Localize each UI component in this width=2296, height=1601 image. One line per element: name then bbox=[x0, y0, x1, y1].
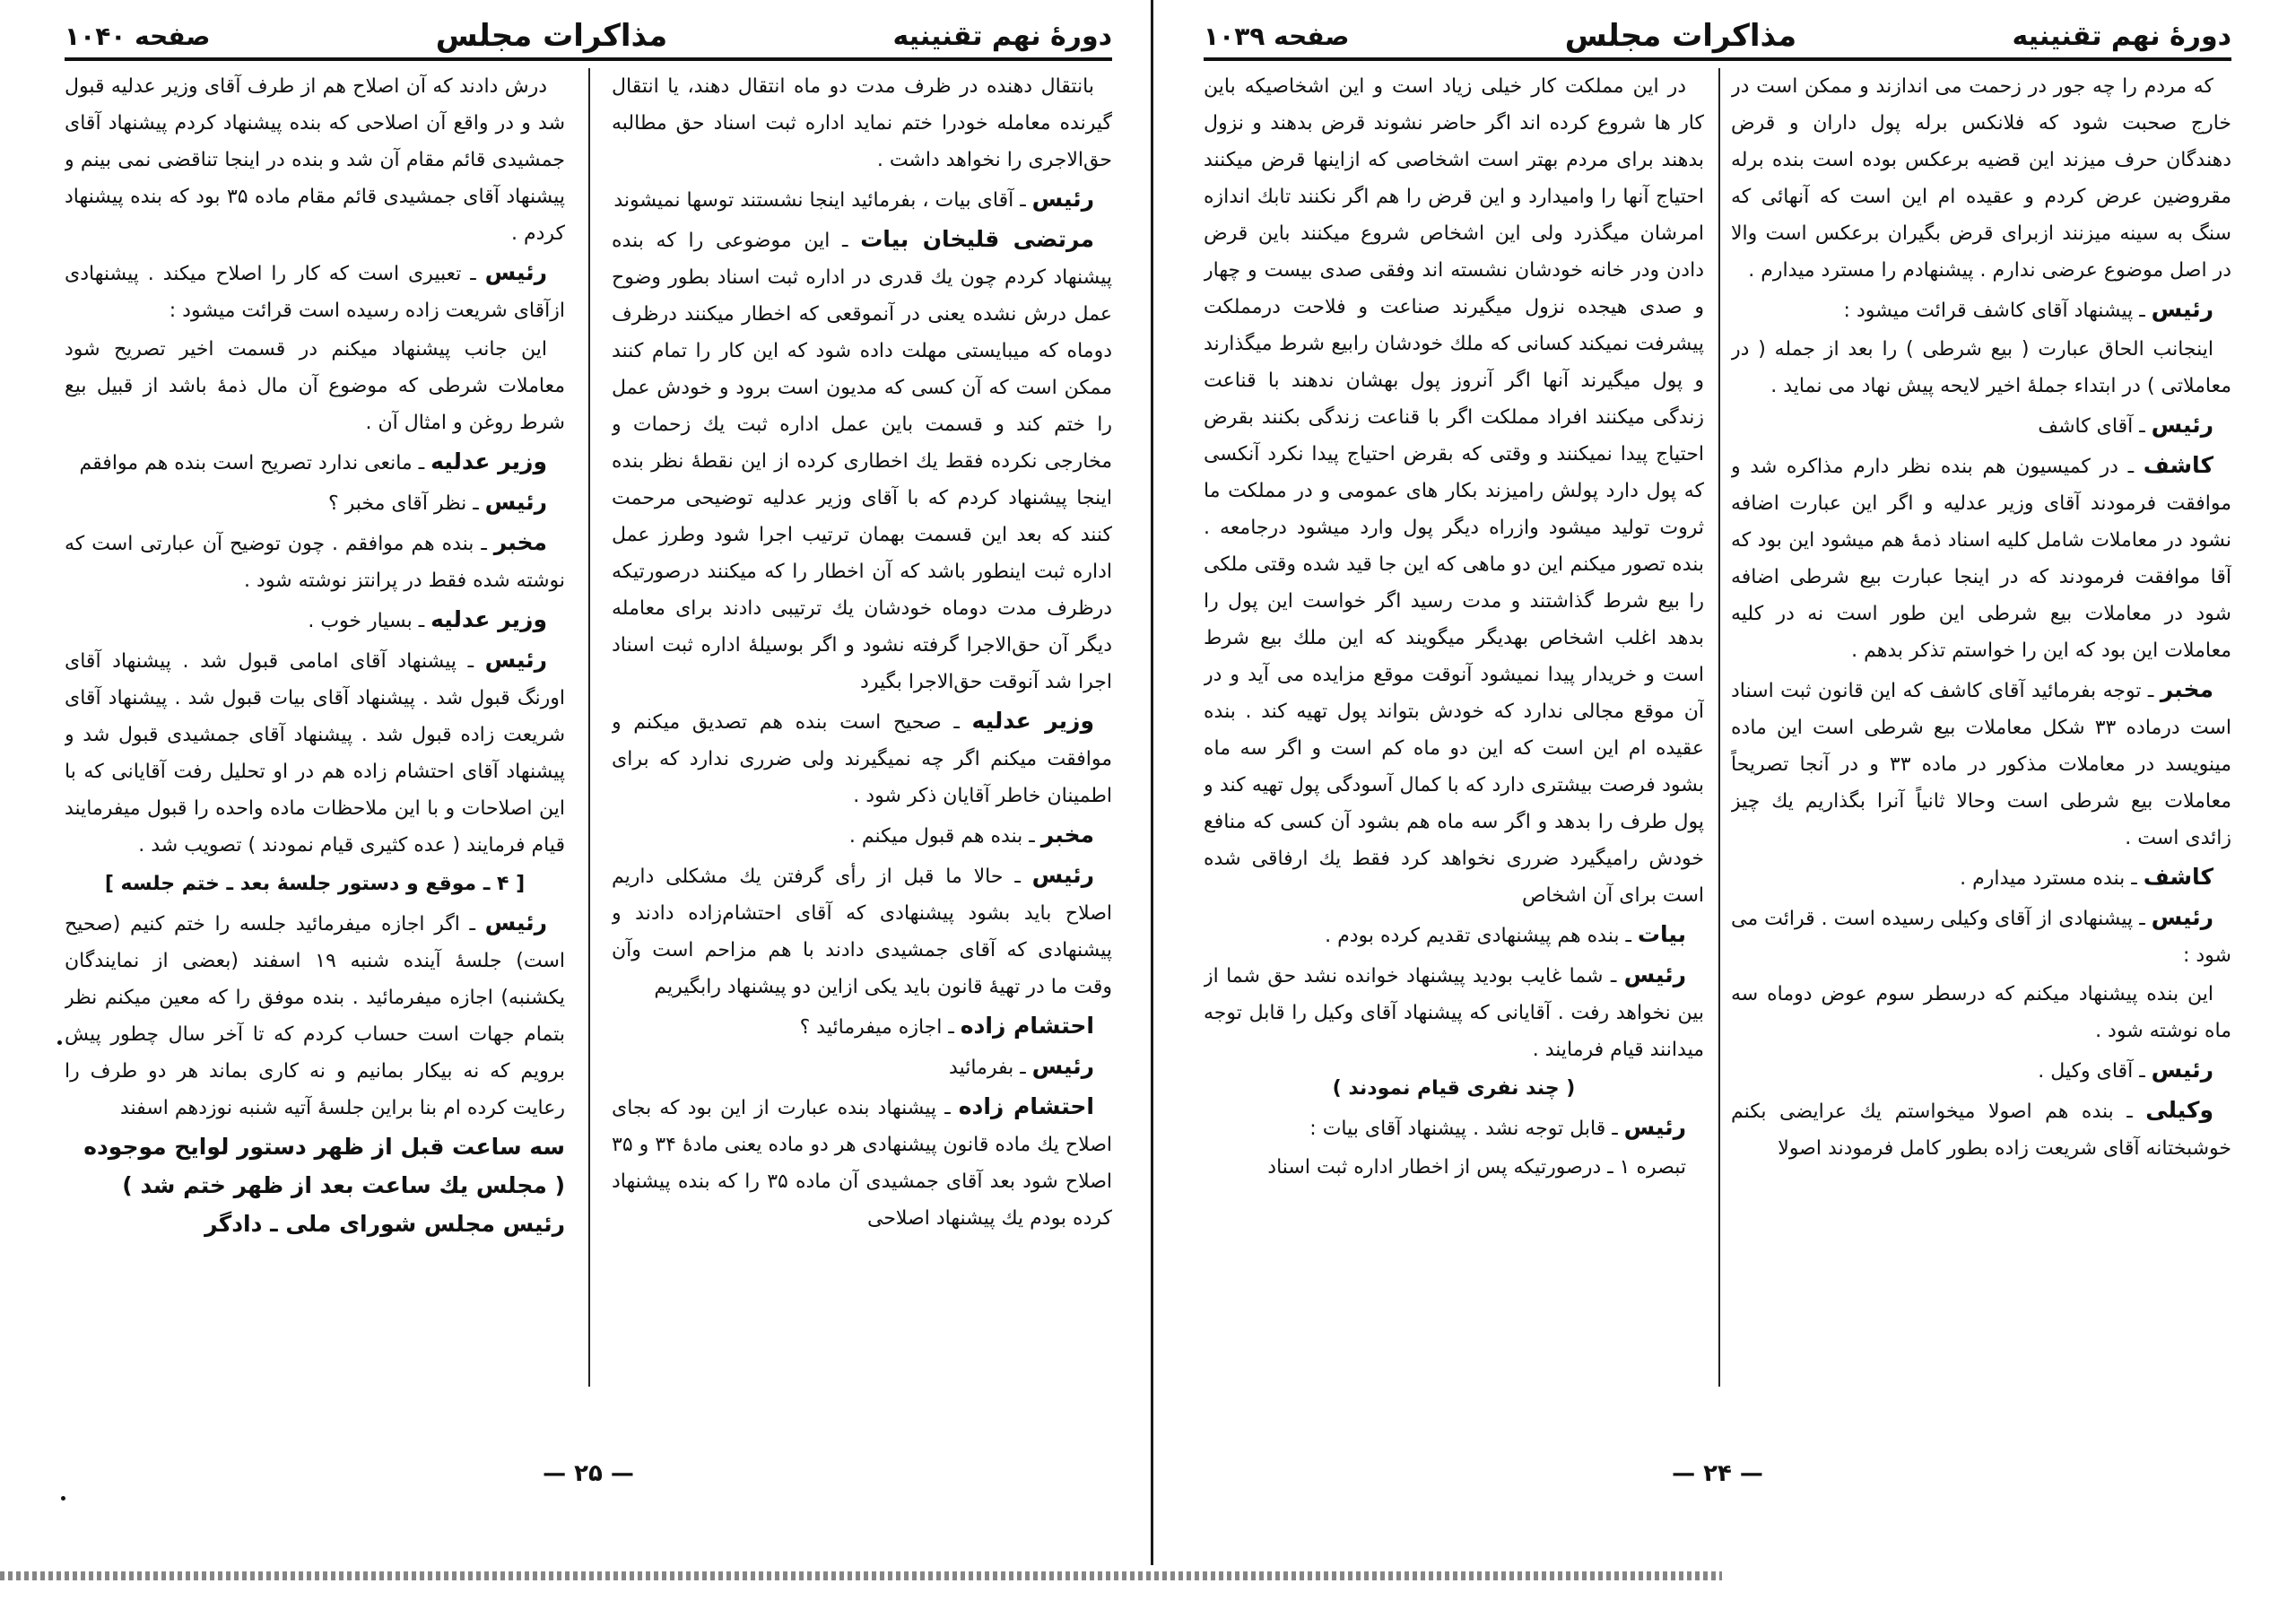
page-title: مذاکرات مجلس bbox=[1564, 18, 1797, 54]
paragraph bbox=[1731, 671, 2231, 857]
paragraph bbox=[65, 904, 565, 1127]
speaker-name: رئیس bbox=[1623, 961, 1686, 988]
paragraph bbox=[1731, 291, 2231, 329]
period-label: دورهٔ نهم تقنینیه bbox=[2012, 20, 2231, 52]
paragraph-text: ـ شما غایب بودید پیشنهاد خوانده نشد حق شما از بین نخواهد رفت . آقایانی که پیشنهاد آقای وکیل را قابل توجه میدانند قیام فرمایند . bbox=[1204, 965, 1704, 1061]
text-column-right bbox=[1731, 68, 2231, 1485]
paragraph-text: ـ پیشنهاد بنده عبارت از این بود که بجای اصلاح یك ماده قانون پیشنهادی هر دو ماده یعنی مادهٔ ۳۴ و ۳۵ اصلاح شود بعد آقای جمشیدی آن ماده ۳۵ را که بنده پیشنهاد کرده بودم یك پیشنهاد اصلاحی bbox=[612, 1097, 1112, 1230]
paragraph-text: ـ آقای کاشف bbox=[2038, 415, 2145, 438]
paragraph-text: ـ بنده هم پیشنهادی تقدیم کرده بودم . bbox=[1325, 925, 1631, 947]
speaker-name: وزیر عدلیه bbox=[971, 708, 1094, 734]
paragraph bbox=[1204, 916, 1704, 954]
paragraph-text: ـ اگر اجازه میفرمائید جلسه را ختم کنیم (صحیح است) جلسهٔ آینده شنبه ۱۹ اسفند (بعضی از نمایندگان یکشنبه) اجازه میفرمائید . بنده موفق را که معین میکنم نظر بتمام جهات است حساب کردم که تا آخر سال چطور پیش برویم که نه بیکار بمانیم و نه کاری بماند هر دو طرف را رعایت کرده ام بنا براین جلسهٔ آتیه شنبه نوزدهم اسفند bbox=[65, 913, 565, 1119]
paragraph bbox=[612, 702, 1112, 814]
speaker-name: احتشام زاده bbox=[960, 1013, 1094, 1039]
speaker-name: احتشام زاده bbox=[958, 1093, 1095, 1119]
paragraph-text: ـ قابل توجه نشد . پیشنهاد آقای بیات : bbox=[1309, 1118, 1618, 1140]
paragraph bbox=[1204, 1109, 1704, 1147]
speaker-name: کاشف bbox=[2143, 452, 2213, 478]
paragraph bbox=[1731, 447, 2231, 669]
paragraph-text: سه ساعت قبل از ظهر دستور لوایح موجوده bbox=[83, 1134, 565, 1160]
paragraph-text: [ ۴ ـ موقع و دستور جلسهٔ بعد ـ ختم جلسه ] bbox=[104, 873, 526, 895]
paragraph-text: ـ توجه بفرمائید آقای کاشف که این قانون ثبت اسناد است درماده ۳۳ شکل معاملات بیع شرطی است این ماده مینویسد در معاملات مذکور در ماده ۳۳ و در آنجا تصریحاً معاملات بیع شرطی است وحالا ثانیاً آنرا بگذاریم یك چیز زائدی است . bbox=[1731, 680, 2231, 849]
speaker-name: رئیس bbox=[1031, 186, 1094, 212]
paragraph-text: ـ آقای وکیل . bbox=[2038, 1060, 2145, 1083]
paragraph bbox=[65, 331, 565, 441]
paragraph bbox=[1731, 406, 2231, 445]
speaker-name: رئیس bbox=[484, 259, 547, 285]
speaker-name: رئیس bbox=[484, 489, 547, 515]
speaker-name: رئیس bbox=[1031, 1053, 1094, 1079]
speaker-name: رئیس bbox=[484, 647, 547, 673]
paragraph bbox=[612, 1007, 1112, 1046]
speaker-name: رئیس bbox=[2151, 1057, 2213, 1083]
text-column-right bbox=[612, 68, 1112, 1485]
paragraph-text: ـ صحیح است بنده هم تصدیق میکنم و موافقت میکنم اگر چه نمیگیرند ولی ضرری ندارد که برای اطمینان خاطر آقایان ذکر شود . bbox=[612, 711, 1112, 807]
paragraph bbox=[1204, 68, 1704, 914]
paragraph bbox=[612, 1088, 1112, 1237]
speaker-name: بیات bbox=[1637, 921, 1686, 947]
paragraph bbox=[65, 601, 565, 640]
period-label: دورهٔ نهم تقنینیه bbox=[892, 20, 1112, 52]
page-label: صفحه ۱۰۴۰ bbox=[65, 21, 211, 51]
paragraph bbox=[1731, 68, 2231, 289]
paragraph-text: رئیس مجلس شورای ملی ـ دادگر bbox=[204, 1211, 565, 1237]
scan-speck bbox=[57, 1040, 62, 1045]
speaker-name: کاشف bbox=[2143, 864, 2213, 890]
paragraph-text: ( چند نفری قیام نمودند ) bbox=[1332, 1077, 1576, 1100]
paragraph bbox=[612, 221, 1112, 700]
paragraph bbox=[65, 68, 565, 252]
scan-speck bbox=[61, 1496, 65, 1501]
paragraph-text: که مردم را چه جور در زحمت می اندازند و ممکن است در خارج صحبت شود که فلانکس برله پول داران و قرض دهندگان حرف میزند این قضیه برعکس بوده است بنده برله مقروضین عرض کردم و عقیده ام این است که آنهائی که سنگ به سینه میزنند ازبرای قرض بگیران برعکس است والا در اصل موضوع عرضی ندارم . پیشنهادم را مسترد میدارم . bbox=[1731, 75, 2231, 282]
paragraph bbox=[1204, 1070, 1704, 1107]
paragraph bbox=[1204, 956, 1704, 1068]
right-page bbox=[1175, 0, 2260, 1525]
paragraph-text: ـ بنده مسترد میدارم . bbox=[1960, 867, 2137, 890]
paragraph-text: ـ در کمیسیون هم بنده نظر دارم مذاکره شد و موافقت فرمودند آقای وزیر عدلیه و اگر این عبارت اضافه نشود در معاملات شامل کلیه اسناد ذمهٔ هم میشود این بود که آقا موافقت فرمودند که در اینجا عبارت بیع شرطی اضافه شود در معاملات بیع شرطی این طور است نه در کلیه معاملات این بود که این را خواستم تذکر بدهم . bbox=[1731, 456, 2231, 662]
paragraph bbox=[65, 524, 565, 599]
page-title: مذاکرات مجلس bbox=[435, 18, 668, 54]
paragraph bbox=[1204, 1149, 1704, 1186]
page-label: صفحه ۱۰۳۹ bbox=[1204, 21, 1350, 51]
page-number: — ۲۴ — bbox=[1672, 1460, 1763, 1487]
column-divider bbox=[1718, 68, 1720, 1387]
paragraph bbox=[1731, 1051, 2231, 1090]
paragraph-text: ـ نظر آقای مخبر ؟ bbox=[327, 492, 479, 515]
paragraph bbox=[1731, 1092, 2231, 1167]
paragraph bbox=[612, 1048, 1112, 1086]
paragraph bbox=[65, 1128, 565, 1165]
paragraph-text: اینجانب الحاق عبارت ( بیع شرطی ) را بعد از جمله ( در معاملاتی ) در ابتداء جملهٔ اخیر لایحه پیش نهاد می نماید . bbox=[1731, 338, 2231, 397]
paragraph bbox=[65, 1205, 565, 1242]
paragraph-text: ـ بنده هم قبول میکنم . bbox=[848, 825, 1035, 848]
page-header bbox=[1204, 20, 2231, 52]
speaker-name: رئیس bbox=[2151, 904, 2213, 930]
speaker-name: وزیر عدلیه bbox=[430, 606, 547, 632]
paragraph bbox=[1731, 331, 2231, 405]
speaker-name: رئیس bbox=[484, 909, 547, 935]
paragraph bbox=[1731, 858, 2231, 897]
speaker-name: وکیلی bbox=[2145, 1097, 2213, 1123]
paragraph-text: ـ این موضوعی را که بنده پیشنهاد کردم چون یك قدری در اداره ثبت اسناد بطور وضوح عمل درش نشده یعنی در آنموقعی که اخطار میکنند درظرف دوماه که میبایستی مهلت داده شود که این کار را تمام کنند ممکن است که آن کسی که مدیون است برود و خودش عمل را ختم کند و قسمت باین عمل اداره ثبت یك زحمات و مخارجی نکرده فقط یك اخطاری کرده از این نقطهٔ نظر بنده اینجا پیشنهاد کردم که با آقای وزیر عدلیه توضیحی مرحمت کنند که بعد این قسمت بهمان ترتیب اجرا شود وطرز عمل اداره ثبت اینطور باشد که آن اخطار را که میکنند درصورتیکه درظرف مدت دوماه خودشان یك ترتیبی دادند برای معامله دیگر آن حق‌الاجرا گرفته نشود و اگر بوسیلهٔ اداره ثبت اسناد اجرا شد آنوقت حق‌الاجرا بگیرد bbox=[612, 230, 1112, 693]
paragraph-text: ـ تعبیری است که کار را اصلاح میکند . پیشنهادی ازآقای شریعت زاده رسیده است قرائت میشود : bbox=[65, 263, 565, 322]
paragraph bbox=[612, 180, 1112, 219]
paragraph bbox=[65, 1167, 565, 1204]
speaker-name: مرتضی قلیخان بیات bbox=[860, 226, 1094, 252]
text-column-left bbox=[1204, 68, 1704, 1485]
paragraph-text: ـ پیشنهادی از آقای وکیلی رسیده است . قرائت می شود : bbox=[1731, 908, 2231, 967]
paragraph bbox=[1731, 899, 2231, 974]
speaker-name: وزیر عدلیه bbox=[430, 448, 547, 474]
paragraph-text: تبصره ۱ ـ درصورتیکه پس از اخطار اداره ثبت اسناد bbox=[1267, 1156, 1686, 1179]
scan-edge-shadow bbox=[0, 1571, 1722, 1580]
paragraph-text: ـ بفرمائید bbox=[949, 1057, 1026, 1079]
paragraph-text: ـ مانعی ندارد تصریح است بنده هم موافقم bbox=[79, 452, 425, 474]
paragraph-text: ـ بسیار خوب . bbox=[308, 610, 425, 632]
paragraph-text: درش دادند که آن اصلاح هم از طرف آقای وزیر عدلیه قبول شد و در واقع آن اصلاحی که بنده پیشنهاد کردم پیشنهاد آقای جمشیدی قائم مقام آن شد و بنده در اینجا تناقضی نمی بینم و پیشنهاد آقای جمشیدی قائم مقام ماده ۳۵ بود که بنده پیشنهاد کردم . bbox=[65, 75, 565, 245]
paragraph bbox=[1731, 976, 2231, 1049]
page-number: — ۲۵ — bbox=[543, 1460, 634, 1487]
speaker-name: رئیس bbox=[2151, 296, 2213, 322]
paragraph-text: ـ اجازه میفرمائید ؟ bbox=[799, 1016, 954, 1039]
paragraph bbox=[65, 254, 565, 329]
speaker-name: رئیس bbox=[2151, 412, 2213, 438]
speaker-name: رئیس bbox=[1031, 862, 1094, 888]
paragraph-text: ـ بنده هم اصولا میخواستم یك عرایضی بکنم خوشبختانه آقای شریعت زاده بطور کامل فرمودند اصولا bbox=[1731, 1101, 2231, 1160]
paragraph-text: این بنده پیشنهاد میکنم که درسطر سوم عوض دوماه سه ماه نوشته شود . bbox=[1731, 983, 2231, 1042]
column-divider bbox=[588, 68, 590, 1387]
paragraph-text: این جانب پیشنهاد میکنم در قسمت اخیر تصریح شود معاملات شرطی که موضوع آن مال ذمهٔ باشد از قبیل بیع شرط روغن و امثال آن . bbox=[65, 338, 565, 434]
paragraph-text: در این مملکت کار خیلی زیاد است و این اشخاصیکه باین کار ها شروع کرده اند اگر حاضر نشوند قرض بدهند و نزول بدهند برای مردم بهتر است اشخاصی که ازاینها قرض میکنند احتیاج آنها را وامیدارد و این قرض را هم اگر نکنند تابك اندازه امرشان میگذرد ولی این اشخاص شروع میکنند باین قرض دادن ودر خانه خودشان نشسته اند وفقی صدی بیست و چهار و صدی هیجده نزول میگیرند صناعت و فلاحت درمملکت پیشرفت نمیکند کسانی که ملك خودشان رابیع شرط میگذارند و پول میگیرند آنها اگر آنروز پول بهشان ندهند با قناعت زندگی میکنند افراد مملکت اگر با قناعت زندگی بکنند بقرض احتیاج پیدا نمیکنند و وقتی که بقرض احتیاج پیدا نکرد آنکسی که پول دارد پولش رامیزند بکار های عمومی و در مملکت ما ثروت تولید میشود وازراه دیگر پول وارد میشود درجامعه . بنده تصور میکنم این دو ماهی که این جا قید شده وقتی ملکی را بیع شرط گذاشتند و مدت رسید اگر خواست این پول را بدهد اغلب اشخاص بهدیگر میگویند که این ملك بیع شرط است و خریدار پیدا نمیشود آنوقت موقع مزایده می آید و در آن موقع مجالی ندارد که خودش بتواند پول تهیه کند . بنده عقیده ام این است که این دو ماه کم است و اگر سه ماه بشود فرصت بیشتری دارد که با کمال آسودگی پول تهیه کند و پول طرف را بدهد و اگر سه ماه هم بشود آن کسی که منافع خودش رامیگیرد ضرری نخواهد کرد فقط یك ارفاقی شده است برای آن اشخاص bbox=[1204, 75, 1704, 907]
left-page bbox=[36, 0, 1141, 1525]
paragraph-text: ـ پیشنهاد آقای کاشف قرائت میشود : bbox=[1843, 300, 2145, 322]
paragraph bbox=[612, 857, 1112, 1005]
paragraph bbox=[65, 866, 565, 902]
text-column-left bbox=[65, 68, 565, 1485]
paragraph-text: ( مجلس یك ساعت بعد از ظهر ختم شد ) bbox=[122, 1172, 565, 1198]
paragraph-text: ـ آقای بیات ، بفرمائید اینجا نشستند توسها نمیشوند bbox=[613, 189, 1026, 212]
book-gutter bbox=[1151, 0, 1153, 1565]
paragraph-text: ـ پیشنهاد آقای امامی قبول شد . پیشنهاد آقای اورنگ قبول شد . پیشنهاد آقای بیات قبول شد . پیشنهاد آقای شریعت زاده قبول شد . پیشنهاد آقای جمشیدی قبول شد و پیشنهاد آقای احتشام زاده هم در او تحلیل رفت آقایانی که با این اصلاحات و با این ملاحظات ماده واحده را قبول میفرمایند قیام فرمایند ( عده کثیری قیام نمودند ) تصویب شد . bbox=[65, 650, 565, 857]
paragraph bbox=[612, 816, 1112, 855]
speaker-name: مخبر bbox=[2160, 676, 2213, 702]
header-rule bbox=[65, 57, 1112, 61]
page-header bbox=[65, 20, 1112, 52]
paragraph-text: ـ بنده هم موافقم . چون توضیح آن عبارتی است که نوشته شده فقط در پرانتز نوشته شود . bbox=[65, 533, 565, 592]
paragraph bbox=[65, 443, 565, 482]
paragraph bbox=[612, 68, 1112, 178]
speaker-name: مخبر bbox=[1040, 822, 1094, 848]
paragraph-text: بانتقال دهنده در ظرف مدت دو ماه انتقال دهند، یا انتقال گیرنده معامله خودرا ختم نماید اداره ثبت اسناد حق مطالبه حق‌الاجری را نخواهد داشت . bbox=[612, 75, 1112, 171]
header-rule bbox=[1204, 57, 2231, 61]
speaker-name: رئیس bbox=[1623, 1114, 1686, 1140]
speaker-name: مخبر bbox=[493, 529, 547, 555]
paragraph-text: ـ حالا ما قبل از رأی گرفتن یك مشکلی داریم اصلاح باید بشود پیشنهادی که آقای احتشام‌زاده دادند و پیشنهادی که آقای جمشیدی دادند با هم مزاحم است وآن وقت ما در تهیهٔ قانون باید یکی ازاین دو پیشنهاد رابگیریم bbox=[612, 866, 1112, 998]
paragraph bbox=[65, 641, 565, 864]
paragraph bbox=[65, 483, 565, 522]
